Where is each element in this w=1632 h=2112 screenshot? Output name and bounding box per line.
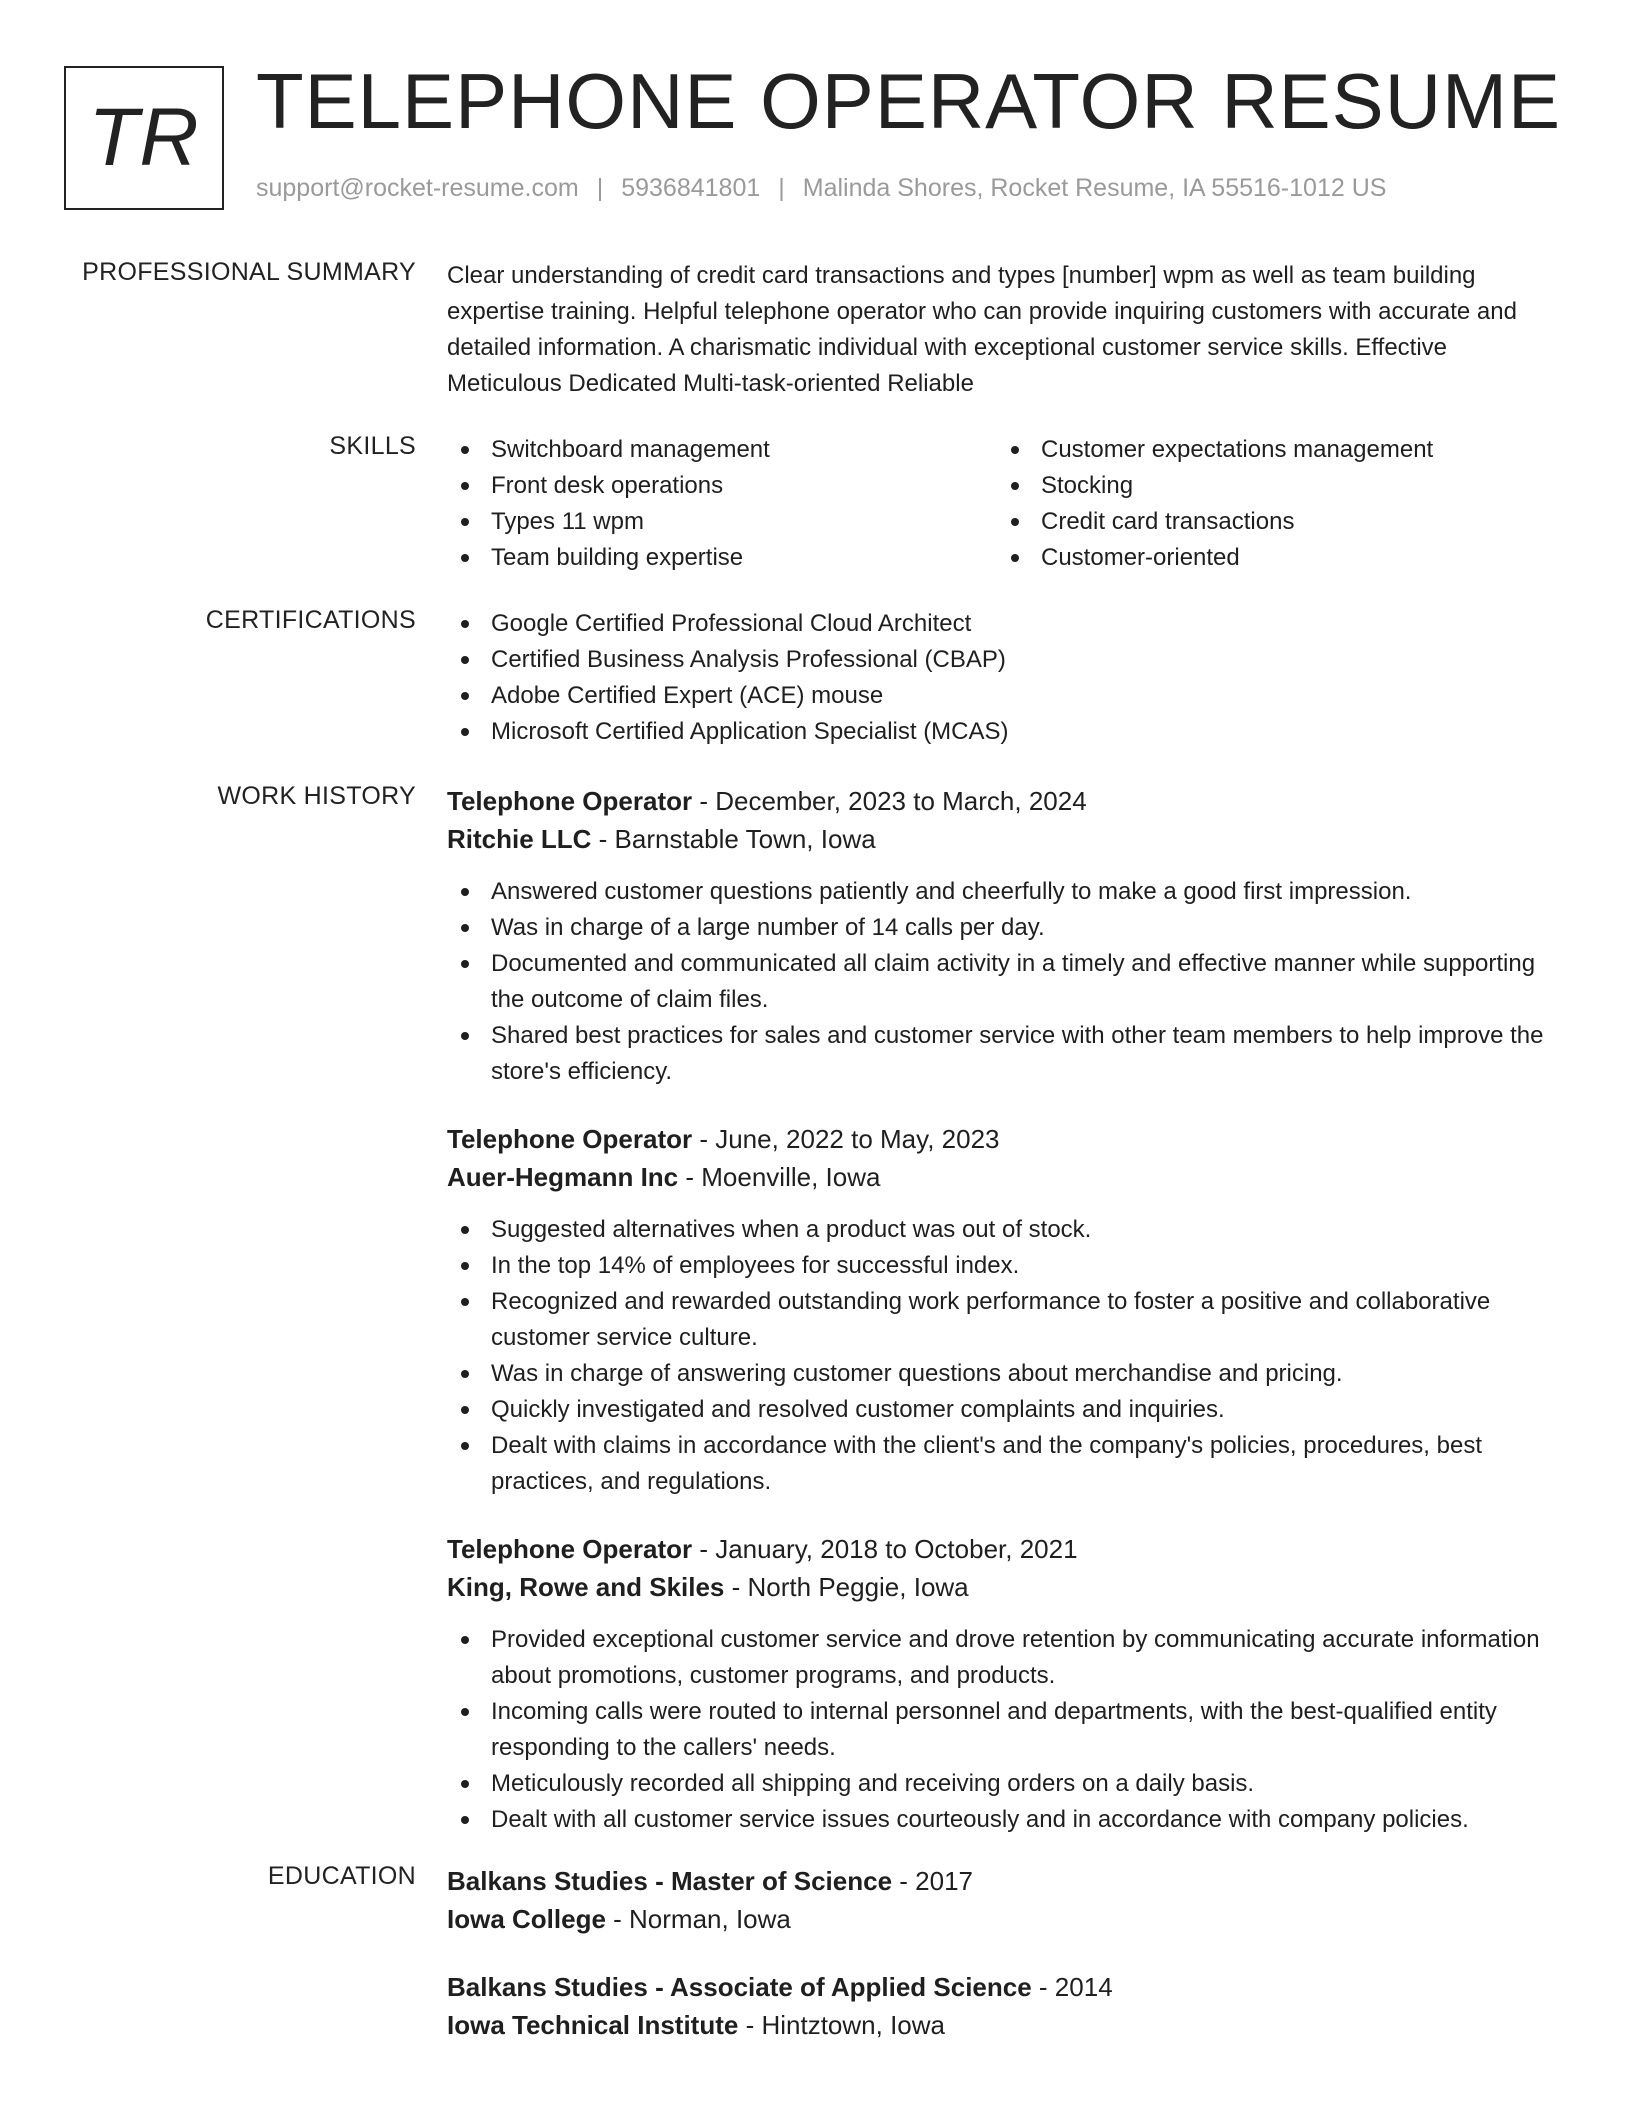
job-entry <box>447 1120 1567 1500</box>
list-item: Adobe Certified Expert (ACE) mouse <box>447 678 1567 714</box>
job-company: Ritchie LLC <box>447 824 592 854</box>
school-line <box>447 1900 1567 1938</box>
list-item: Was in charge of answering customer questions about merchandise and pricing. <box>447 1356 1567 1392</box>
contact-line <box>256 174 1386 203</box>
job-title-line <box>447 782 1567 820</box>
list-item: Suggested alternatives when a product was out of stock. <box>447 1212 1567 1248</box>
education-body <box>447 1862 1567 2074</box>
section-label-work-history: WORK HISTORY <box>217 782 416 810</box>
monogram-logo <box>64 66 224 210</box>
list-item: Credit card transactions <box>997 504 1547 540</box>
skills-body <box>447 432 1567 576</box>
list-item: Answered customer questions patiently and cheerfully to make a good first impression. <box>447 874 1567 910</box>
phone-number: 5936841801 <box>621 174 761 202</box>
list-item: Team building expertise <box>447 540 997 576</box>
email-link[interactable]: support@rocket-resume.com <box>256 174 579 202</box>
job-dates: - January, 2018 to October, 2021 <box>692 1534 1078 1564</box>
job-company: Auer-Hegmann Inc <box>447 1162 679 1192</box>
section-label-education: EDUCATION <box>267 1862 416 1890</box>
degree: Balkans Studies - Master of Science <box>447 1866 893 1896</box>
job-entry <box>447 1530 1567 1838</box>
work-history-body <box>447 782 1567 1868</box>
list-item: Dealt with claims in accordance with the client's and the company's policies, procedures, best practices, and regulations. <box>447 1428 1567 1500</box>
job-company: King, Rowe and Skiles <box>447 1572 725 1602</box>
school-location: - Norman, Iowa <box>605 1904 791 1934</box>
certifications-list <box>447 606 1567 750</box>
skills-list-right <box>997 432 1547 576</box>
list-item: Incoming calls were routed to internal personnel and departments, with the best-qualified entity responding to the callers' needs. <box>447 1694 1567 1766</box>
job-title: Telephone Operator <box>447 1124 693 1154</box>
degree-line <box>447 1968 1567 2006</box>
skills-list-left <box>447 432 997 576</box>
job-company-line <box>447 1568 1567 1606</box>
section-label-skills: SKILLS <box>329 432 416 460</box>
school-location: - Hintztown, Iowa <box>738 2010 945 2040</box>
list-item: Provided exceptional customer service and drove retention by communicating accurate information about promotions, customer programs, and products. <box>447 1622 1567 1694</box>
job-location: - Barnstable Town, Iowa <box>591 824 876 854</box>
list-item: Certified Business Analysis Professional (CBAP) <box>447 642 1567 678</box>
education-entry <box>447 1968 1567 2044</box>
section-label-summary: PROFESSIONAL SUMMARY <box>82 258 416 286</box>
school: Iowa Technical Institute <box>447 2010 739 2040</box>
list-item: Was in charge of a large number of 14 calls per day. <box>447 910 1567 946</box>
job-title-line <box>447 1530 1567 1568</box>
section-label-certifications: CERTIFICATIONS <box>205 606 416 634</box>
skills-grid <box>447 432 1567 576</box>
address: Malinda Shores, Rocket Resume, IA 55516-1012 US <box>802 174 1387 202</box>
list-item: Shared best practices for sales and customer service with other team members to help improve the store's efficiency. <box>447 1018 1567 1090</box>
list-item: Documented and communicated all claim activity in a timely and effective manner while supporting the outcome of claim files. <box>447 946 1567 1018</box>
job-company-line <box>447 1158 1567 1196</box>
list-item: Dealt with all customer service issues courteously and in accordance with company policies. <box>447 1802 1567 1838</box>
graduation-year: - 2017 <box>892 1866 973 1896</box>
contact-separator: | <box>778 174 785 202</box>
degree-line <box>447 1862 1567 1900</box>
list-item: Front desk operations <box>447 468 997 504</box>
job-dates: - December, 2023 to March, 2024 <box>692 786 1087 816</box>
list-item: Meticulously recorded all shipping and receiving orders on a daily basis. <box>447 1766 1567 1802</box>
job-company-line <box>447 820 1567 858</box>
list-item: Recognized and rewarded outstanding work performance to foster a positive and collaborative customer service culture. <box>447 1284 1567 1356</box>
job-title: Telephone Operator <box>447 1534 693 1564</box>
job-title: Telephone Operator <box>447 786 693 816</box>
job-dates: - June, 2022 to May, 2023 <box>692 1124 1000 1154</box>
list-item: Quickly investigated and resolved customer complaints and inquiries. <box>447 1392 1567 1428</box>
job-entry <box>447 782 1567 1090</box>
job-duties <box>447 874 1567 1090</box>
certifications-body <box>447 606 1567 750</box>
list-item: Customer expectations management <box>997 432 1547 468</box>
job-duties <box>447 1212 1567 1500</box>
monogram-text: TR <box>88 92 200 183</box>
job-duties <box>447 1622 1567 1838</box>
job-location: - North Peggie, Iowa <box>724 1572 969 1602</box>
list-item: Switchboard management <box>447 432 997 468</box>
graduation-year: - 2014 <box>1031 1972 1113 2002</box>
list-item: In the top 14% of employees for successful index. <box>447 1248 1567 1284</box>
summary-text: Clear understanding of credit card transactions and types [number] wpm as well as team building expertise training. Helpful telephone operator who can provide inquiring customers with accurate and detailed information. A charismatic individual with exceptional customer service skills. Effective Meticulous Dedicated Multi-task-oriented Reliable <box>447 262 1517 397</box>
job-title-line <box>447 1120 1567 1158</box>
list-item: Types 11 wpm <box>447 504 997 540</box>
list-item: Customer-oriented <box>997 540 1547 576</box>
list-item: Microsoft Certified Application Specialist (MCAS) <box>447 714 1567 750</box>
school-line <box>447 2006 1567 2044</box>
list-item: Google Certified Professional Cloud Architect <box>447 606 1567 642</box>
school: Iowa College <box>447 1904 606 1934</box>
job-location: - Moenville, Iowa <box>678 1162 881 1192</box>
resume-title: TELEPHONE OPERATOR RESUME <box>256 57 1562 145</box>
list-item: Stocking <box>997 468 1547 504</box>
degree: Balkans Studies - Associate of Applied Science <box>447 1972 1032 2002</box>
education-entry <box>447 1862 1567 1938</box>
contact-separator: | <box>596 174 604 202</box>
